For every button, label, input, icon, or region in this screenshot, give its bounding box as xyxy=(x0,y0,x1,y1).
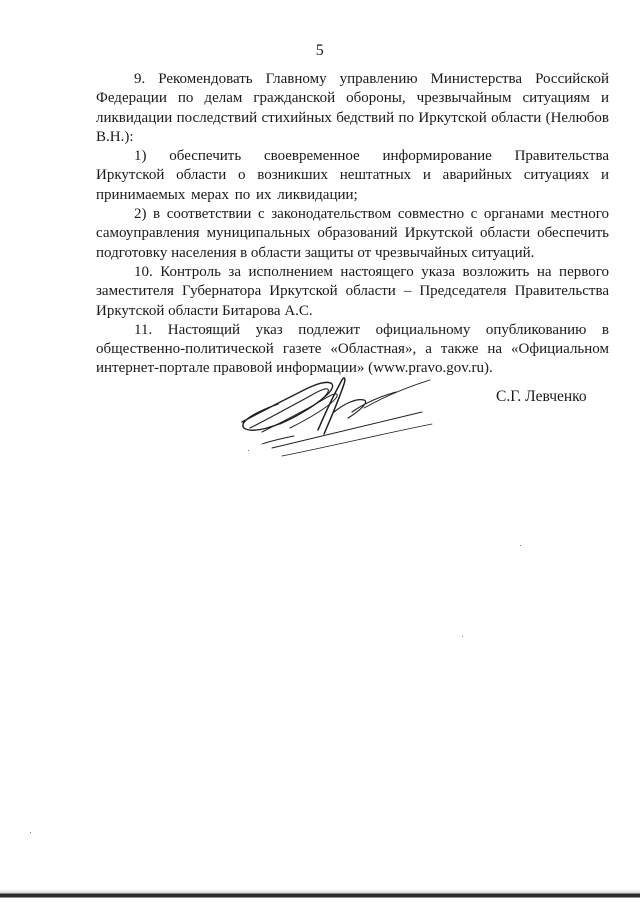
paragraph-item-10: 10. Контроль за исполнением настоящего указа возложить на первого заместителя Губернатора Иркутской области – Председателя Правительства Иркутской области Битарова А.С. xyxy=(96,263,609,319)
signer-name: С.Г. Левченко xyxy=(496,388,587,405)
document-body xyxy=(96,70,609,379)
page-number: 5 xyxy=(315,42,325,59)
scan-bottom-edge xyxy=(0,889,640,905)
paragraph-subitem-1: 1) обеспечить своевременное информирование Правительства Иркутской области о возникших нештатных и аварийных ситуациях и принимаемых мерах по их ликвидации; xyxy=(96,148,609,203)
scan-speck xyxy=(520,545,521,546)
scan-speck xyxy=(30,832,31,833)
scan-speck xyxy=(462,636,463,637)
paragraph-item-9: 9. Рекомендовать Главному управлению Министерства Российской Федерации по делам гражданской обороны, чрезвычайным ситуациям и ликвидации последствий стихийных бедствий по Иркутской области (Нелюбов В.Н.): xyxy=(96,71,609,145)
handwritten-signature xyxy=(232,372,442,462)
paragraph-subitem-2: 2) в соответствии с законодательством совместно с органами местного самоуправления муниципальных образований Иркутской области обеспечить подготовку населения в области защиты от чрезвычайных ситуаций. xyxy=(96,206,609,261)
paragraph-item-11: 11. Настоящий указ подлежит официальному опубликованию в общественно-политической газете «Областная», а также на «Официальном интернет-портале правовой информации» (www.pravo.gov.ru). xyxy=(96,321,609,377)
scan-speck xyxy=(248,450,249,451)
